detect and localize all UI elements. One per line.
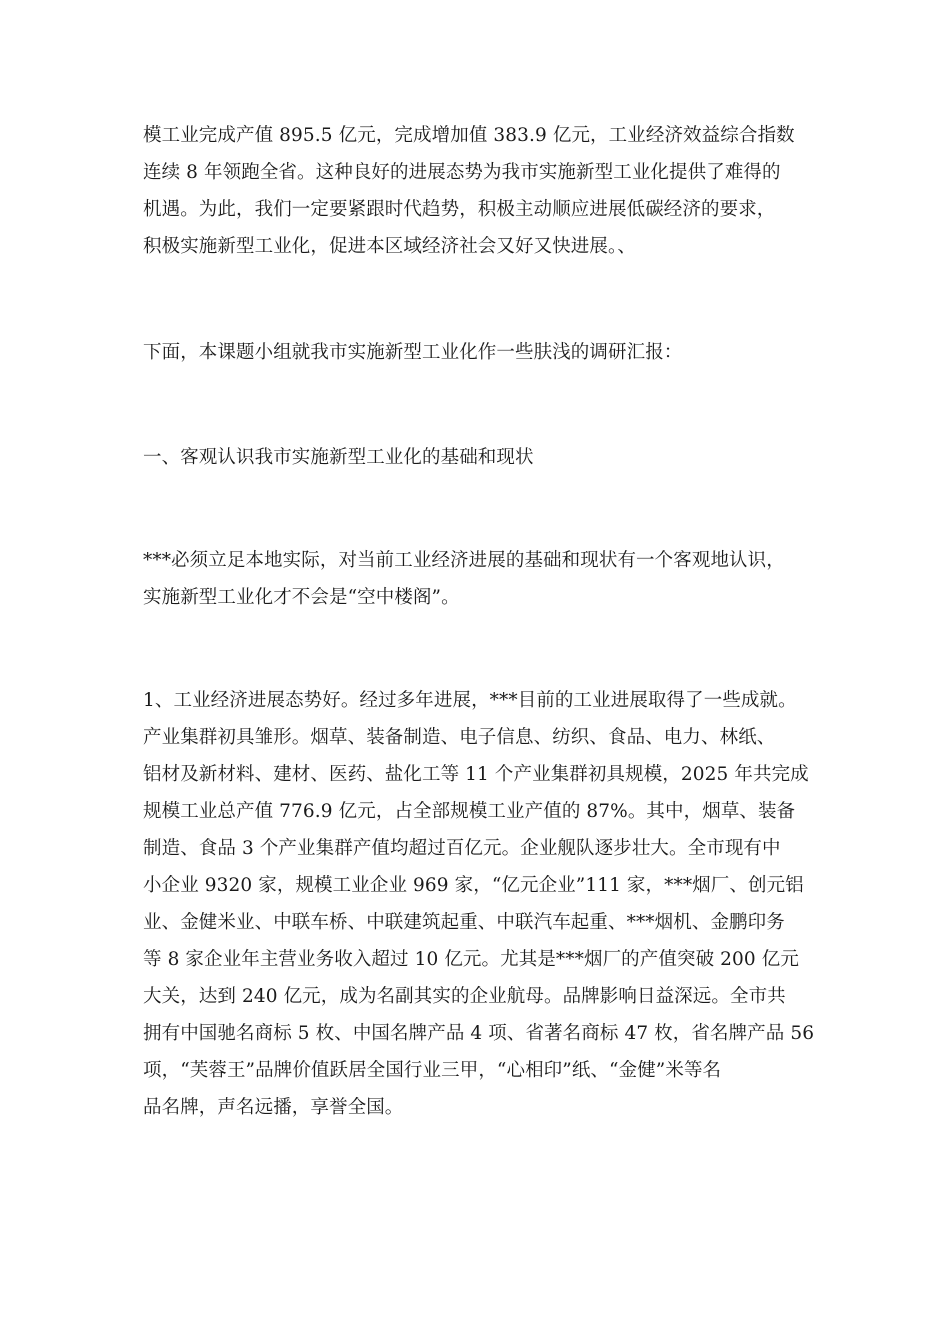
text-line: 业、金健米业、中联车桥、中联建筑起重、中联汽车起重、***烟机、金鹏印务 (143, 912, 785, 933)
text-line: 连续 8 年领跑全省。这种良好的进展态势为我市实施新型工业化提供了难得的 (143, 162, 781, 183)
text-line: 1、工业经济进展态势好。经过多年进展，***目前的工业进展取得了一些成就。 (143, 690, 797, 711)
text-line: 下面，本课题小组就我市实施新型工业化作一些肤浅的调研汇报： (143, 342, 683, 363)
text-line: 规模工业总产值 776.9 亿元，占全部规模工业产值的 87%。其中，烟草、装备 (143, 801, 796, 822)
text-line: 实施新型工业化才不会是“空中楼阁”。 (143, 587, 460, 608)
text-line: 制造、食品 3 个产业集群产值均超过百亿元。企业舰队逐步壮大。全市现有中 (143, 838, 781, 859)
text-line: 大关，达到 240 亿元，成为名副其实的企业航母。品牌影响日益深远。全市共 (143, 986, 786, 1007)
text-line: 品名牌，声名远播，享誉全国。 (143, 1097, 404, 1118)
text-line: 产业集群初具雏形。烟草、装备制造、电子信息、纺织、食品、电力、林纸、 (143, 727, 776, 748)
text-line: 小企业 9320 家，规模工业企业 969 家，“亿元企业”111 家，***烟厂、创元铝 (143, 875, 804, 896)
text-line: 铝材及新材料、建材、医药、盐化工等 11 个产业集群初具规模，2025 年共完成 (143, 764, 809, 785)
text-line: 模工业完成产值 895.5 亿元，完成增加值 383.9 亿元，工业经济效益综合指数 (143, 125, 795, 146)
text-line: ***必须立足本地实际，对当前工业经济进展的基础和现状有一个客观地认识， (143, 550, 785, 571)
text-line: 等 8 家企业年主营业务收入超过 10 亿元。尤其是***烟厂的产值突破 200 亿元 (143, 949, 799, 970)
text-line: 项，“芙蓉王”品牌价值跃居全国行业三甲，“心相印”纸、“金健”米等名 (143, 1060, 722, 1081)
text-line: 拥有中国驰名商标 5 枚、中国名牌产品 4 项、省著名商标 47 枚，省名牌产品 56 (143, 1023, 815, 1044)
text-line: 积极实施新型工业化，促进本区域经济社会又好又快进展。、 (143, 236, 636, 257)
heading-line: 一、客观认识我市实施新型工业化的基础和现状 (143, 447, 534, 468)
text-line: 机遇。为此，我们一定要紧跟时代趋势，积极主动顺应进展低碳经济的要求， (143, 199, 776, 220)
